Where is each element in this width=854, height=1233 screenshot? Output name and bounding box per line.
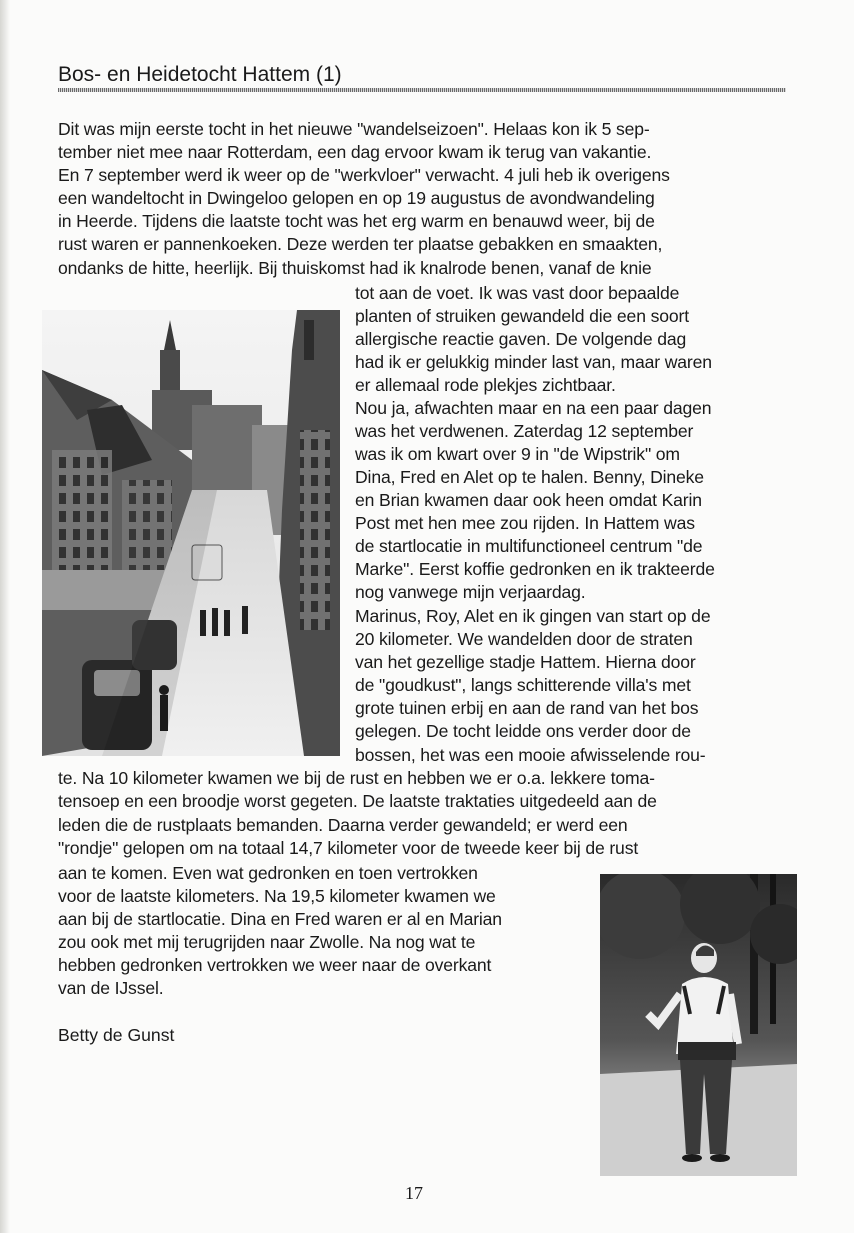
body-line: grote tuinen erbij en aan de rand van het bos	[355, 698, 699, 718]
page-number: 17	[405, 1183, 423, 1203]
body-line: "rondje" gelopen om na totaal 14,7 kilometer voor de tweede keer bij de rust	[58, 838, 639, 858]
body-line: hebben gedronken vertrokken we weer naar de overkant	[58, 955, 492, 975]
body-line: er allemaal rode plekjes zichtbaar.	[355, 375, 616, 395]
body-line: aan te komen. Even wat gedronken en toen vertrokken	[58, 863, 478, 883]
body-line: planten of struiken gewandeld die een soort	[355, 306, 689, 326]
body-line: bossen, het was een mooie afwisselende rou-	[355, 745, 706, 765]
body-line: tensoep en een broodje worst gegeten. De laatste traktaties uitgedeeld aan de	[58, 791, 657, 811]
body-line: aan bij de startlocatie. Dina en Fred waren er al en Marian	[58, 909, 502, 929]
body-line: in Heerde. Tijdens die laatste tocht was het erg warm en benauwd weer, bij de	[58, 211, 655, 231]
body-line: gelegen. De tocht leidde ons verder door de	[355, 721, 691, 741]
body-line: 20 kilometer. We wandelden door de straten	[355, 629, 693, 649]
street-photo	[42, 310, 340, 756]
body-line: te. Na 10 kilometer kwamen we bij de rust en hebben we er o.a. lekkere toma-	[58, 768, 655, 788]
body-line: tember niet mee naar Rotterdam, een dag ervoor kwam ik terug van vakantie.	[58, 142, 652, 162]
body-line: van het gezellige stadje Hattem. Hierna door	[355, 652, 696, 672]
body-line: ondanks de hitte, heerlijk. Bij thuiskomst had ik knalrode benen, vanaf de knie	[58, 258, 652, 278]
body-line: zou ook met mij terugrijden naar Zwolle. Na nog wat te	[58, 932, 476, 952]
author-signature: Betty de Gunst	[58, 1025, 175, 1045]
walker-photo	[600, 874, 797, 1176]
body-line: tot aan de voet. Ik was vast door bepaalde	[355, 283, 680, 303]
body-line: Marinus, Roy, Alet en ik gingen van start op de	[355, 606, 711, 626]
body-line: de startlocatie in multifunctioneel centrum "de	[355, 536, 703, 556]
body-line: voor de laatste kilometers. Na 19,5 kilometer kwamen we	[58, 886, 496, 906]
body-line: nog vanwege mijn verjaardag.	[355, 582, 586, 602]
body-line: rust waren er pannenkoeken. Deze werden ter plaatse gebakken en smaakten,	[58, 234, 663, 254]
body-line: van de IJssel.	[58, 978, 164, 998]
body-line: Marke". Eerst koffie gedronken en ik trakteerde	[355, 559, 715, 579]
body-line: Post met hen mee zou rijden. In Hattem was	[355, 513, 695, 533]
body-line: Dina, Fred en Alet op te halen. Benny, Dineke	[355, 467, 704, 487]
body-line: leden die de rustplaats bemanden. Daarna verder gewandeld; er werd een	[58, 815, 628, 835]
body-line: was het verdwenen. Zaterdag 12 september	[355, 421, 694, 441]
body-line: en Brian kwamen daar ook heen omdat Karin	[355, 490, 702, 510]
body-line: was ik om kwart over 9 in "de Wipstrik" om	[355, 444, 680, 464]
body-line: Dit was mijn eerste tocht in het nieuwe "wandelseizoen". Helaas kon ik 5 sep-	[58, 119, 650, 139]
body-line: een wandeltocht in Dwingeloo gelopen en op 19 augustus de avondwandeling	[58, 188, 655, 208]
article-title: Bos- en Heidetocht Hattem (1)	[58, 63, 342, 86]
body-line: Nou ja, afwachten maar en na een paar dagen	[355, 398, 712, 418]
body-line: En 7 september werd ik weer op de "werkvloer" verwacht. 4 juli heb ik overigens	[58, 165, 670, 185]
body-line: allergische reactie gaven. De volgende dag	[355, 329, 687, 349]
body-line: de "goudkust", langs schitterende villa's met	[355, 675, 691, 695]
body-line: had ik er gelukkig minder last van, maar waren	[355, 352, 712, 372]
